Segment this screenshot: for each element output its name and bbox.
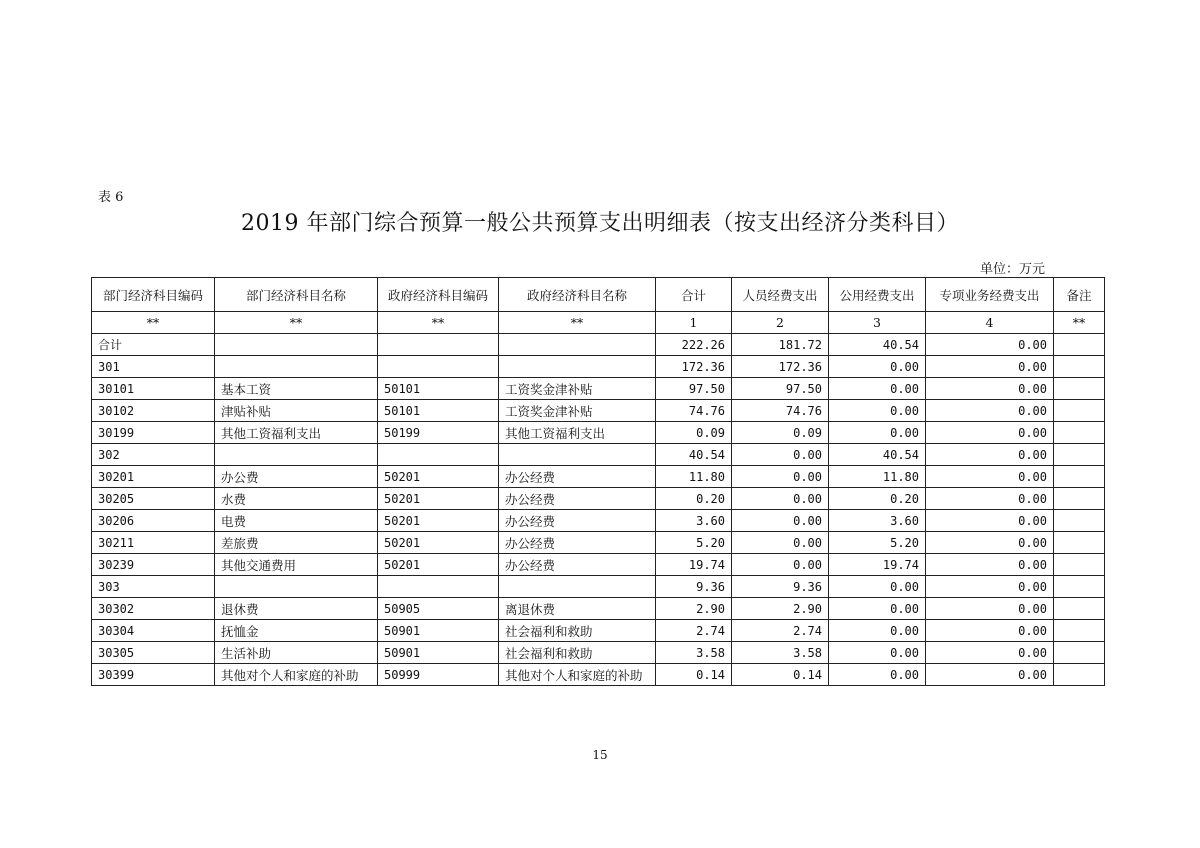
dept-name-cell: 其他对个人和家庭的补助 [215, 664, 378, 686]
gov-name-cell [499, 576, 656, 598]
public-cell: 0.00 [829, 642, 926, 664]
header-gov-code: 政府经济科目编码 [378, 278, 499, 312]
note-cell [1054, 400, 1105, 422]
dept-code-cell: 30211 [92, 532, 215, 554]
personnel-cell: 2.90 [732, 598, 829, 620]
public-cell: 19.74 [829, 554, 926, 576]
gov-code-cell: 50201 [378, 510, 499, 532]
document-title: 2019 年部门综合预算一般公共预算支出明细表（按支出经济分类科目） [241, 211, 959, 236]
gov-name-cell: 办公经费 [499, 554, 656, 576]
note-cell [1054, 576, 1105, 598]
index-cell: ** [92, 312, 215, 334]
gov-code-cell: 50999 [378, 664, 499, 686]
public-cell: 0.00 [829, 620, 926, 642]
personnel-cell: 3.58 [732, 642, 829, 664]
note-cell [1054, 334, 1105, 356]
header-row [92, 278, 1105, 312]
special-cell: 0.00 [926, 554, 1054, 576]
table-body [92, 312, 1105, 686]
note-cell [1054, 510, 1105, 532]
special-cell: 0.00 [926, 400, 1054, 422]
note-cell [1054, 620, 1105, 642]
dept-name-cell: 津贴补贴 [215, 400, 378, 422]
table-label: 表 6 [98, 190, 124, 205]
note-cell [1054, 554, 1105, 576]
gov-name-cell: 办公经费 [499, 488, 656, 510]
gov-name-cell: 社会福利和救助 [499, 642, 656, 664]
header-public: 公用经费支出 [829, 278, 926, 312]
personnel-cell: 0.00 [732, 554, 829, 576]
gov-code-cell: 50901 [378, 620, 499, 642]
header-special: 专项业务经费支出 [926, 278, 1054, 312]
public-cell: 0.00 [829, 356, 926, 378]
total-cell: 74.76 [656, 400, 732, 422]
dept-name-cell: 差旅费 [215, 532, 378, 554]
table-row [92, 576, 1105, 598]
personnel-cell: 0.09 [732, 422, 829, 444]
special-cell: 0.00 [926, 334, 1054, 356]
dept-code-cell: 30304 [92, 620, 215, 642]
gov-name-cell: 办公经费 [499, 510, 656, 532]
special-cell: 0.00 [926, 576, 1054, 598]
index-cell: ** [378, 312, 499, 334]
total-cell: 40.54 [656, 444, 732, 466]
special-cell: 0.00 [926, 642, 1054, 664]
gov-code-cell: 50201 [378, 488, 499, 510]
personnel-cell: 0.00 [732, 466, 829, 488]
dept-code-cell: 30305 [92, 642, 215, 664]
total-cell: 0.20 [656, 488, 732, 510]
dept-name-cell [215, 334, 378, 356]
dept-name-cell: 其他工资福利支出 [215, 422, 378, 444]
gov-name-cell: 离退休费 [499, 598, 656, 620]
index-cell: 1 [656, 312, 732, 334]
note-cell [1054, 598, 1105, 620]
gov-code-cell: 50199 [378, 422, 499, 444]
personnel-cell: 2.74 [732, 620, 829, 642]
table-row [92, 466, 1105, 488]
dept-code-cell: 30199 [92, 422, 215, 444]
public-cell: 40.54 [829, 334, 926, 356]
total-cell: 2.90 [656, 598, 732, 620]
gov-code-cell [378, 576, 499, 598]
dept-code-cell: 30302 [92, 598, 215, 620]
special-cell: 0.00 [926, 510, 1054, 532]
public-cell: 0.00 [829, 598, 926, 620]
gov-code-cell: 50905 [378, 598, 499, 620]
dept-code-cell: 30205 [92, 488, 215, 510]
personnel-cell: 172.36 [732, 356, 829, 378]
dept-name-cell [215, 576, 378, 598]
personnel-cell: 97.50 [732, 378, 829, 400]
note-cell [1054, 378, 1105, 400]
total-cell: 97.50 [656, 378, 732, 400]
dept-code-cell: 301 [92, 356, 215, 378]
dept-name-cell: 办公费 [215, 466, 378, 488]
gov-name-cell [499, 444, 656, 466]
table-row [92, 620, 1105, 642]
gov-name-cell [499, 334, 656, 356]
total-cell: 19.74 [656, 554, 732, 576]
table-row [92, 422, 1105, 444]
special-cell: 0.00 [926, 444, 1054, 466]
personnel-cell: 0.00 [732, 444, 829, 466]
personnel-cell: 9.36 [732, 576, 829, 598]
note-cell [1054, 466, 1105, 488]
gov-name-cell: 办公经费 [499, 466, 656, 488]
gov-code-cell [378, 444, 499, 466]
table-row [92, 664, 1105, 686]
header-note: 备注 [1054, 278, 1105, 312]
gov-code-cell [378, 334, 499, 356]
total-cell: 2.74 [656, 620, 732, 642]
personnel-cell: 74.76 [732, 400, 829, 422]
gov-name-cell [499, 356, 656, 378]
header-dept-name: 部门经济科目名称 [215, 278, 378, 312]
special-cell: 0.00 [926, 598, 1054, 620]
index-cell: 3 [829, 312, 926, 334]
gov-code-cell [378, 356, 499, 378]
dept-code-cell: 30206 [92, 510, 215, 532]
total-cell: 9.36 [656, 576, 732, 598]
gov-code-cell: 50901 [378, 642, 499, 664]
index-cell: 4 [926, 312, 1054, 334]
dept-name-cell: 水费 [215, 488, 378, 510]
dept-code-cell: 302 [92, 444, 215, 466]
public-cell: 3.60 [829, 510, 926, 532]
page-number: 15 [592, 748, 608, 762]
table-row [92, 532, 1105, 554]
dept-code-cell: 30102 [92, 400, 215, 422]
gov-name-cell: 工资奖金津补贴 [499, 378, 656, 400]
total-cell: 11.80 [656, 466, 732, 488]
note-cell [1054, 532, 1105, 554]
gov-name-cell: 工资奖金津补贴 [499, 400, 656, 422]
dept-code-cell: 30101 [92, 378, 215, 400]
table-row [92, 444, 1105, 466]
dept-name-cell: 电费 [215, 510, 378, 532]
public-cell: 0.00 [829, 576, 926, 598]
personnel-cell: 181.72 [732, 334, 829, 356]
index-cell: ** [215, 312, 378, 334]
table-header [92, 278, 1105, 312]
gov-name-cell: 其他工资福利支出 [499, 422, 656, 444]
table-row [92, 334, 1105, 356]
dept-name-cell: 退休费 [215, 598, 378, 620]
gov-code-cell: 50201 [378, 554, 499, 576]
personnel-cell: 0.00 [732, 488, 829, 510]
gov-code-cell: 50201 [378, 532, 499, 554]
dept-name-cell: 生活补助 [215, 642, 378, 664]
dept-name-cell [215, 444, 378, 466]
personnel-cell: 0.00 [732, 532, 829, 554]
dept-code-cell: 30201 [92, 466, 215, 488]
dept-name-cell: 基本工资 [215, 378, 378, 400]
gov-code-cell: 50101 [378, 400, 499, 422]
note-cell [1054, 356, 1105, 378]
table-row [92, 488, 1105, 510]
special-cell: 0.00 [926, 356, 1054, 378]
note-cell [1054, 422, 1105, 444]
index-cell: ** [1054, 312, 1105, 334]
special-cell: 0.00 [926, 422, 1054, 444]
dept-code-cell: 合计 [92, 334, 215, 356]
total-cell: 3.60 [656, 510, 732, 532]
total-cell: 0.09 [656, 422, 732, 444]
public-cell: 0.00 [829, 378, 926, 400]
index-cell: 2 [732, 312, 829, 334]
budget-table [91, 277, 1105, 686]
table-row [92, 400, 1105, 422]
public-cell: 11.80 [829, 466, 926, 488]
table-row [92, 378, 1105, 400]
dept-code-cell: 303 [92, 576, 215, 598]
index-row [92, 312, 1105, 334]
total-cell: 3.58 [656, 642, 732, 664]
table-row [92, 554, 1105, 576]
gov-name-cell: 办公经费 [499, 532, 656, 554]
note-cell [1054, 444, 1105, 466]
special-cell: 0.00 [926, 664, 1054, 686]
dept-name-cell [215, 356, 378, 378]
dept-code-cell: 30239 [92, 554, 215, 576]
table-row [92, 356, 1105, 378]
public-cell: 0.00 [829, 422, 926, 444]
unit-label: 单位：万元 [980, 262, 1046, 277]
table-row [92, 642, 1105, 664]
header-total: 合计 [656, 278, 732, 312]
personnel-cell: 0.14 [732, 664, 829, 686]
note-cell [1054, 488, 1105, 510]
dept-name-cell: 抚恤金 [215, 620, 378, 642]
header-personnel: 人员经费支出 [732, 278, 829, 312]
note-cell [1054, 664, 1105, 686]
index-cell: ** [499, 312, 656, 334]
special-cell: 0.00 [926, 378, 1054, 400]
public-cell: 0.00 [829, 664, 926, 686]
special-cell: 0.00 [926, 488, 1054, 510]
special-cell: 0.00 [926, 466, 1054, 488]
gov-name-cell: 社会福利和救助 [499, 620, 656, 642]
table-row [92, 510, 1105, 532]
dept-name-cell: 其他交通费用 [215, 554, 378, 576]
header-gov-name: 政府经济科目名称 [499, 278, 656, 312]
gov-code-cell: 50201 [378, 466, 499, 488]
note-cell [1054, 642, 1105, 664]
public-cell: 40.54 [829, 444, 926, 466]
total-cell: 172.36 [656, 356, 732, 378]
special-cell: 0.00 [926, 620, 1054, 642]
total-cell: 5.20 [656, 532, 732, 554]
dept-code-cell: 30399 [92, 664, 215, 686]
total-cell: 0.14 [656, 664, 732, 686]
header-dept-code: 部门经济科目编码 [92, 278, 215, 312]
gov-code-cell: 50101 [378, 378, 499, 400]
personnel-cell: 0.00 [732, 510, 829, 532]
table-row [92, 598, 1105, 620]
public-cell: 0.20 [829, 488, 926, 510]
total-cell: 222.26 [656, 334, 732, 356]
special-cell: 0.00 [926, 532, 1054, 554]
public-cell: 5.20 [829, 532, 926, 554]
gov-name-cell: 其他对个人和家庭的补助 [499, 664, 656, 686]
public-cell: 0.00 [829, 400, 926, 422]
